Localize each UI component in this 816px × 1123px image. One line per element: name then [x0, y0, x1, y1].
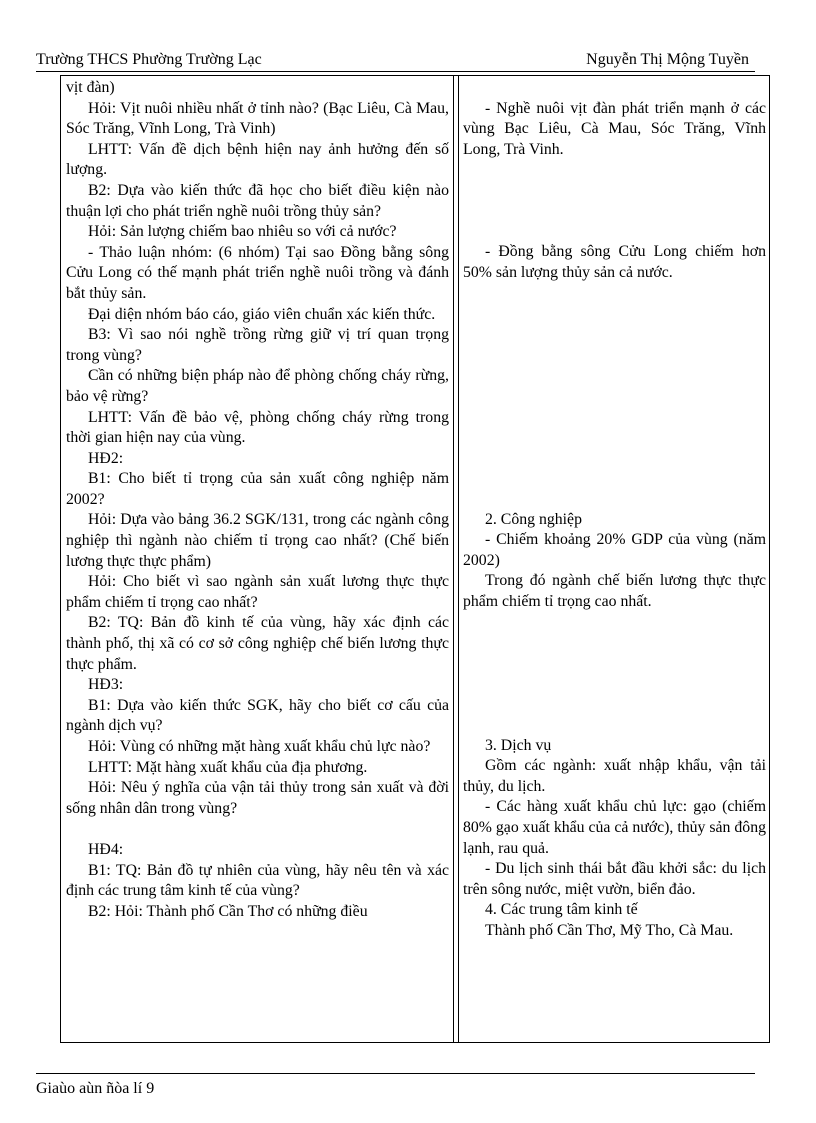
left-para: - Thảo luận nhóm: (6 nhóm) Tại sao Đồng bằng sông Cửu Long có thế mạnh phát triển nghề nuôi trồng và đánh bắt thủy sản. — [66, 243, 449, 302]
left-para: Cần có những biện pháp nào để phòng chống cháy rừng, bảo vệ rừng? — [66, 367, 449, 405]
left-para: Hỏi: Vịt nuôi nhiều nhất ở tỉnh nào? (Bạc Liêu, Cà Mau, Sóc Trăng, Vĩnh Long, Trà Vinh) — [66, 99, 449, 138]
right-para: - Nghề nuôi vịt đàn phát triển mạnh ở các vùng Bạc Liêu, Cà Mau, Sóc Trăng, Vĩnh Long, Trà Vinh. — [463, 99, 766, 158]
page-header — [36, 49, 755, 72]
left-para: B2: Hỏi: Thành phố Cần Thơ có những điều — [88, 902, 368, 920]
right-para: Thành phố Cần Thơ, Mỹ Tho, Cà Mau. — [485, 921, 734, 939]
left-para: LHTT: Vấn đề bảo vệ, phòng chống cháy rừng trong thời gian hiện nay của vùng. — [66, 408, 449, 447]
right-para: Gồm các ngành: xuất nhập khẩu, vận tải thủy, du lịch. — [463, 757, 766, 795]
left-para: B2: Dựa vào kiến thức đã học cho biết điều kiện nào thuận lợi cho phát triển nghề nuôi trồng thủy sản? — [66, 181, 449, 220]
column-divider — [458, 76, 459, 1042]
spacer — [463, 613, 766, 736]
right-para: 4. Các trung tâm kinh tế — [485, 901, 638, 919]
right-para: Trong đó ngành chế biến lương thực thực phẩm chiếm tỉ trọng cao nhất. — [463, 572, 766, 610]
lesson-table — [60, 75, 770, 1043]
left-para: LHTT: Mặt hàng xuất khẩu của địa phương. — [88, 758, 368, 776]
teacher-name: Nguyễn Thị Mộng Tuyền — [586, 51, 749, 68]
page-footer: Giaùo aùn ñòa lí 9 — [36, 1080, 155, 1097]
left-para: B2: TQ: Bản đồ kinh tế của vùng, hãy xác định các thành phố, thị xã có cơ sở công nghiệp chế biến lương thực thực phẩm. — [66, 614, 449, 673]
left-para: LHTT: Vấn đề dịch bệnh hiện nay ảnh hưởng đến số lượng. — [66, 140, 449, 179]
left-para: Hỏi: Vùng có những mặt hàng xuất khẩu chủ lực nào? — [88, 738, 431, 755]
left-para: vịt đàn) — [66, 79, 115, 96]
right-para: - Các hàng xuất khẩu chủ lực: gạo (chiếm 80% gạo xuất khẩu của cả nước), thủy sản đông lạnh, rau quả. — [463, 798, 766, 857]
blank-line — [463, 78, 766, 99]
left-para: B1: Dựa vào kiến thức SGK, hãy cho biết cơ cấu của ngành dịch vụ? — [66, 696, 449, 735]
blank-line — [66, 819, 449, 840]
left-para: Hỏi: Cho biết vì sao ngành sản xuất lương thực thực phẩm chiếm tỉ trọng cao nhất? — [66, 573, 449, 611]
right-para: - Du lịch sinh thái bắt đầu khởi sắc: du lịch trên sông nước, miệt vườn, biển đảo. — [463, 860, 766, 898]
column-divider — [453, 76, 454, 1042]
teacher-activity-column — [66, 78, 449, 922]
left-para: HĐ3: — [88, 676, 124, 694]
left-para: Hỏi: Nêu ý nghĩa của vận tải thủy trong sản xuất và đời sống nhân dân trong vùng? — [66, 779, 449, 817]
left-para: Đại diện nhóm báo cáo, giáo viên chuẩn xác kiến thức. — [88, 305, 436, 323]
left-para: B1: Cho biết tỉ trọng của sản xuất công nghiệp năm 2002? — [66, 470, 449, 508]
right-para: 3. Dịch vụ — [485, 736, 552, 754]
left-para: Hỏi: Dựa vào bảng 36.2 SGK/131, trong các ngành công nghiệp thì ngành nào chiếm tỉ trọng cao nhất? (Chế biến lương thực thực phẩm) — [66, 511, 449, 570]
left-para: B1: TQ: Bản đồ tự nhiên của vùng, hãy nêu tên và xác định các trung tâm kinh tế của vùng? — [66, 861, 449, 900]
content-column — [463, 78, 766, 941]
spacer — [463, 284, 766, 510]
right-para: 2. Công nghiệp — [485, 510, 582, 528]
school-name: Trường THCS Phường Trường Lạc — [36, 51, 262, 68]
left-para: HĐ4: — [88, 840, 124, 858]
footer-rule — [36, 1073, 755, 1074]
spacer — [463, 160, 766, 242]
left-para: HĐ2: — [88, 449, 124, 467]
right-para: - Chiếm khoảng 20% GDP của vùng (năm 2002) — [463, 531, 766, 569]
left-para: Hỏi: Sản lượng chiếm bao nhiêu so với cả nước? — [88, 223, 397, 241]
right-para: - Đồng bằng sông Cửu Long chiếm hơn 50% sản lượng thủy sản cả nước. — [463, 243, 766, 281]
left-para: B3: Vì sao nói nghề trồng rừng giữ vị trí quan trọng trong vùng? — [66, 326, 449, 364]
